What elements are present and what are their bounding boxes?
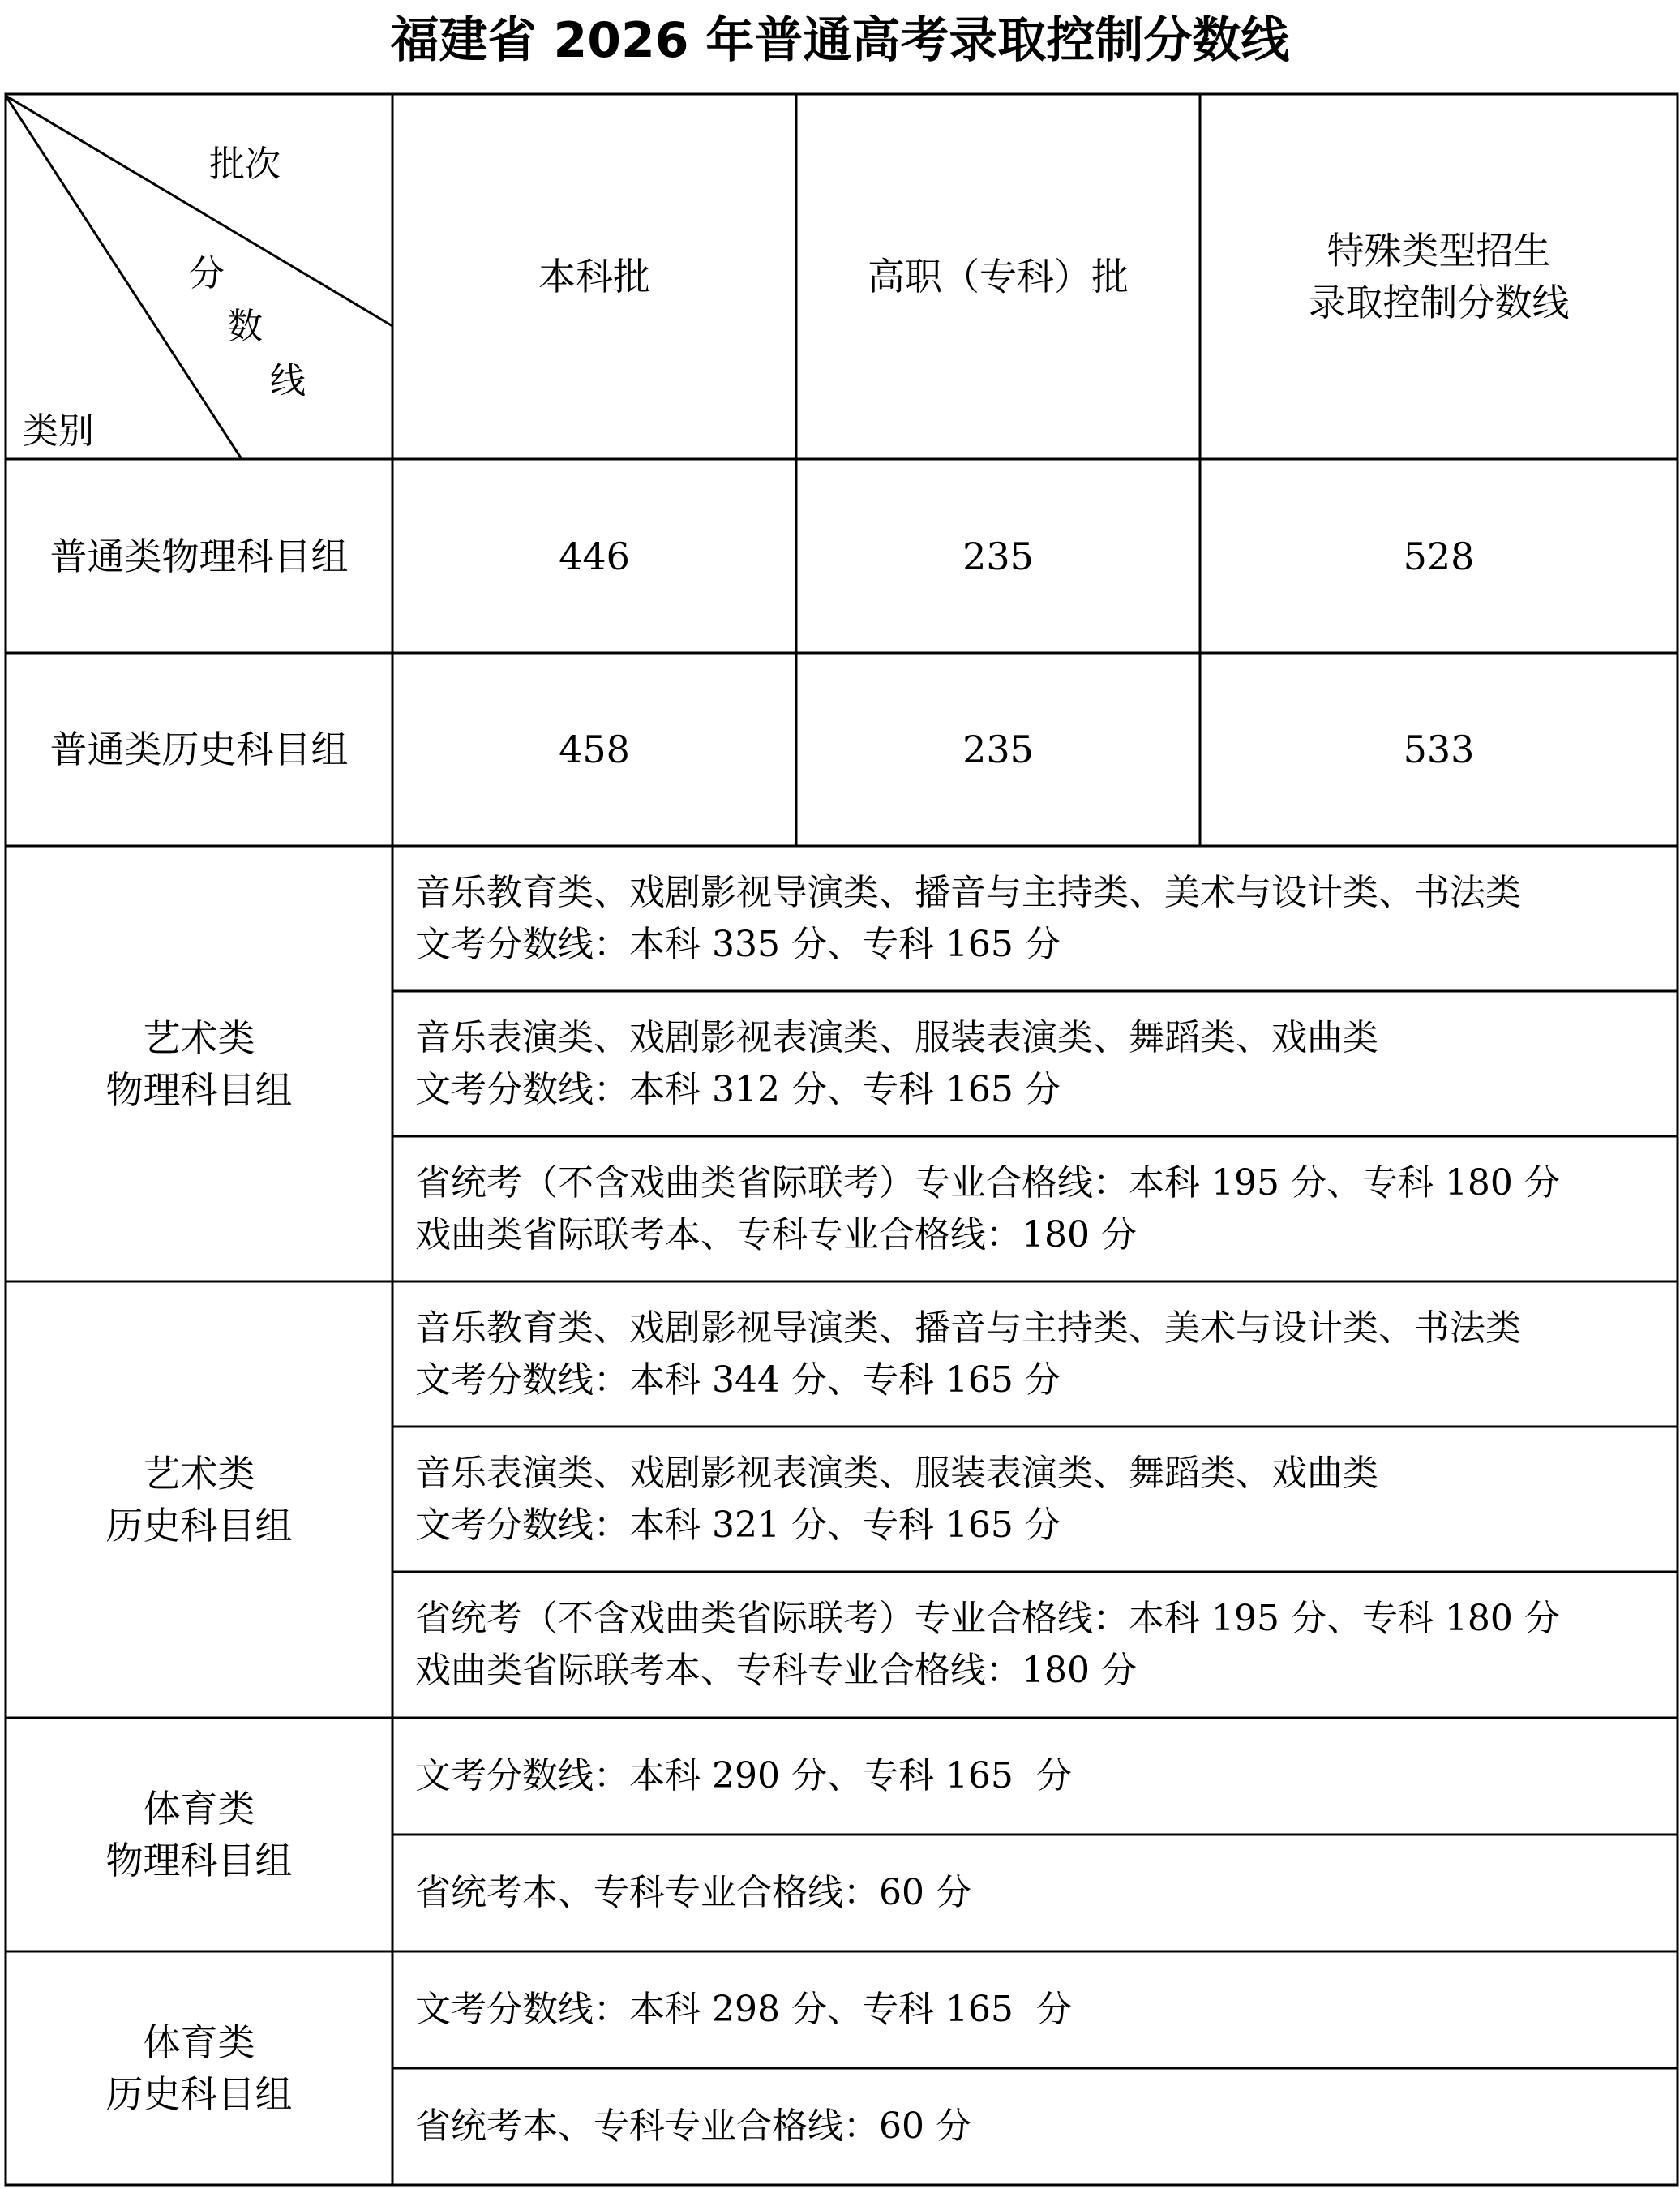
page-title: 福建省 2026 年普通高考录取控制分数线 <box>390 12 1290 69</box>
physics-vocational-value: 235 <box>962 534 1034 578</box>
art-history-r2-line2: 文考分数线：本科 321 分、专科 165 分 <box>415 1504 1061 1546</box>
cell-physics-special <box>1200 459 1678 653</box>
cell-physics-vocational <box>796 459 1200 653</box>
pe-history-r1: 文考分数线：本科 298 分、专科 165 分 <box>415 1989 1072 2030</box>
art-history-label-line2: 历史科目组 <box>105 1504 293 1547</box>
pe-history-row-2 <box>392 2068 1678 2185</box>
physics-undergrad-value: 446 <box>559 534 630 578</box>
cell-history-special <box>1200 653 1678 846</box>
header-special <box>1200 94 1678 459</box>
art-history-r2-line1: 音乐表演类、戏剧影视表演类、服装表演类、舞蹈类、戏曲类 <box>415 1452 1378 1494</box>
pe-physics-label-line2: 物理科目组 <box>105 1839 293 1882</box>
header-undergrad-label: 本科批 <box>538 255 650 298</box>
art-physics-row-3 <box>392 1136 1678 1281</box>
pe-physics-r1: 文考分数线：本科 290 分、专科 165 分 <box>415 1755 1072 1796</box>
row-label-physics <box>6 459 392 653</box>
pe-history-row-1 <box>392 1951 1678 2068</box>
physics-special-value: 528 <box>1403 534 1475 578</box>
corner-label-category: 类别 <box>23 410 94 452</box>
art-physics-label-line1: 艺术类 <box>143 1015 255 1060</box>
art-history-row-3 <box>392 1572 1678 1718</box>
header-special-line1: 特殊类型招生 <box>1326 229 1551 273</box>
pe-physics-label-line1: 体育类 <box>143 1787 255 1831</box>
art-physics-r2-line2: 文考分数线：本科 312 分、专科 165 分 <box>415 1068 1061 1110</box>
pe-physics-row-2 <box>392 1835 1678 1951</box>
art-physics-r1-line2: 文考分数线：本科 335 分、专科 165 分 <box>415 923 1061 965</box>
pe-physics-row-1 <box>392 1718 1678 1835</box>
pe-history-label-line2: 历史科目组 <box>105 2072 293 2116</box>
corner-label-xian: 线 <box>270 360 306 401</box>
art-physics-r2-line1: 音乐表演类、戏剧影视表演类、服装表演类、舞蹈类、戏曲类 <box>415 1016 1378 1058</box>
corner-label-fen: 分 <box>189 253 225 294</box>
art-history-r1-line2: 文考分数线：本科 344 分、专科 165 分 <box>415 1358 1061 1401</box>
row-physics-label: 普通类物理科目组 <box>49 534 349 578</box>
history-vocational-value: 235 <box>962 728 1034 771</box>
history-special-value: 533 <box>1403 728 1475 771</box>
art-history-label-line1: 艺术类 <box>143 1452 255 1496</box>
art-physics-r3-line2: 戏曲类省际联考本、专科专业合格线：180 分 <box>415 1213 1137 1255</box>
row-label-pe-physics <box>6 1718 392 1951</box>
art-history-r1-line1: 音乐教育类、戏剧影视导演类、播音与主持类、美术与设计类、书法类 <box>415 1307 1521 1349</box>
art-physics-row-2 <box>392 991 1678 1136</box>
corner-label-batch: 批次 <box>209 144 281 185</box>
row-history-label: 普通类历史科目组 <box>49 728 349 771</box>
row-label-art-physics <box>6 846 392 1281</box>
history-undergrad-value: 458 <box>559 728 630 771</box>
pe-history-r2: 省统考本、专科专业合格线：60 分 <box>415 2105 971 2147</box>
header-vocational <box>796 94 1200 459</box>
header-undergrad <box>392 94 796 459</box>
row-label-art-history <box>6 1281 392 1718</box>
art-history-row-1 <box>392 1281 1678 1427</box>
art-physics-r1-line1: 音乐教育类、戏剧影视导演类、播音与主持类、美术与设计类、书法类 <box>415 871 1521 913</box>
cell-history-vocational <box>796 653 1200 846</box>
art-history-r3-line1: 省统考（不含戏曲类省际联考）专业合格线：本科 195 分、专科 180 分 <box>415 1598 1560 1639</box>
cell-history-undergrad <box>392 653 796 846</box>
header-special-line2: 录取控制分数线 <box>1308 281 1570 324</box>
row-label-pe-history <box>6 1951 392 2185</box>
art-physics-r3-line1: 省统考（不含戏曲类省际联考）专业合格线：本科 195 分、专科 180 分 <box>415 1161 1560 1204</box>
art-history-r3-line2: 戏曲类省际联考本、专科专业合格线：180 分 <box>415 1650 1137 1691</box>
header-vocational-label: 高职（专科）批 <box>868 255 1129 298</box>
row-label-history <box>6 653 392 846</box>
cell-physics-undergrad <box>392 459 796 653</box>
art-physics-row-1 <box>392 846 1678 991</box>
art-physics-label-line2: 物理科目组 <box>105 1067 293 1112</box>
pe-history-label-line1: 体育类 <box>143 2020 255 2064</box>
corner-label-shu: 数 <box>227 306 263 347</box>
art-history-row-2 <box>392 1427 1678 1572</box>
pe-physics-r2: 省统考本、专科专业合格线：60 分 <box>415 1872 971 1913</box>
